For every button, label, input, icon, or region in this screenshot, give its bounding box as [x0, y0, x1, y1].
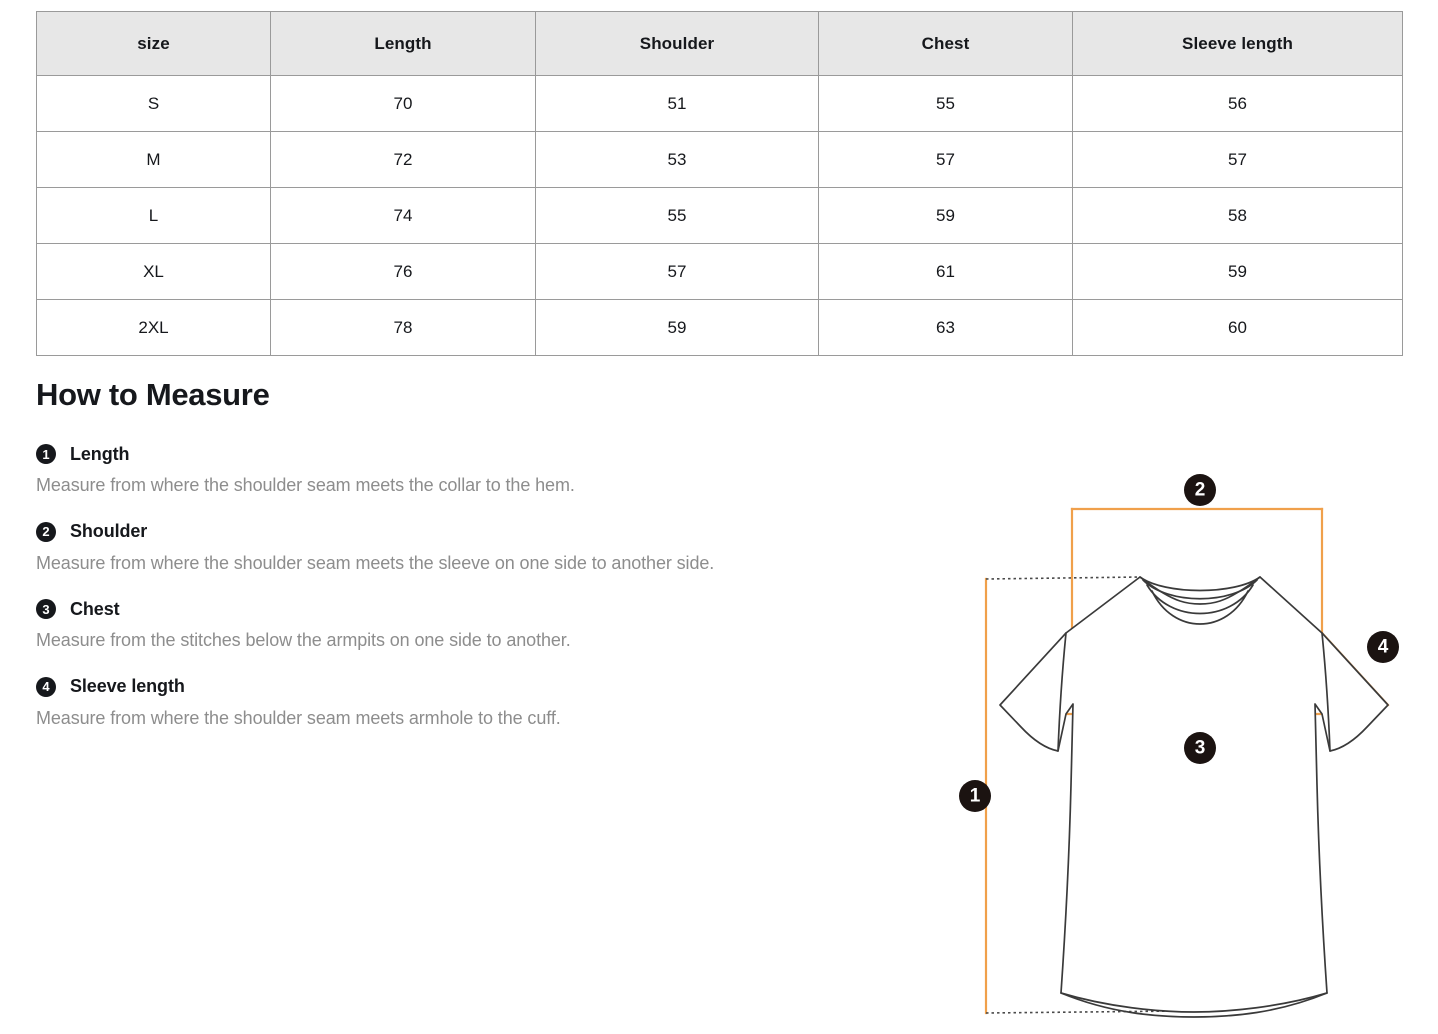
- tshirt-diagram-svg: [940, 455, 1420, 1030]
- cell-chest: 59: [819, 188, 1073, 244]
- measure-item-header: [36, 441, 916, 467]
- cell-length: 78: [271, 300, 536, 356]
- how-to-measure-list: [36, 441, 916, 751]
- size-chart-table: [36, 11, 1403, 356]
- column-header-shoulder: Shoulder: [536, 12, 819, 76]
- cell-sleeve: 60: [1073, 300, 1403, 356]
- cell-chest: 57: [819, 132, 1073, 188]
- how-to-measure-heading: How to Measure: [36, 377, 270, 412]
- cell-size: XL: [37, 244, 271, 300]
- measure-item-shoulder: [36, 519, 916, 575]
- measure-item-label: Length: [70, 443, 130, 464]
- measure-item-length: [36, 441, 916, 497]
- table-header: [37, 12, 1403, 76]
- cell-length: 74: [271, 188, 536, 244]
- diagram-marker-3: [1184, 732, 1216, 764]
- column-header-sleeve-length: Sleeve length: [1073, 12, 1403, 76]
- measure-item-sleeve-length: [36, 674, 916, 730]
- cell-size: L: [37, 188, 271, 244]
- tshirt-measurement-diagram: [940, 455, 1420, 1030]
- cell-sleeve: 59: [1073, 244, 1403, 300]
- diagram-marker-1: [959, 780, 991, 812]
- measure-item-description: Measure from where the shoulder seam meets armhole to the cuff.: [36, 707, 561, 728]
- table-header-row: [37, 12, 1403, 76]
- number-badge-2-icon: 2: [36, 522, 56, 542]
- table-row: [37, 188, 1403, 244]
- marker-3-label: 3: [1194, 737, 1206, 759]
- measure-item-description: Measure from where the shoulder seam meets the collar to the hem.: [36, 475, 575, 495]
- cell-chest: 55: [819, 76, 1073, 132]
- cell-sleeve: 57: [1073, 132, 1403, 188]
- cell-chest: 61: [819, 244, 1073, 300]
- tshirt-body-path: [1000, 577, 1388, 1012]
- column-header-length: Length: [271, 12, 536, 76]
- tshirt-outline: [1000, 577, 1388, 1017]
- number-badge-4-icon: 4: [36, 677, 56, 697]
- cell-sleeve: 58: [1073, 188, 1403, 244]
- measure-item-chest: [36, 596, 916, 652]
- measure-item-description: Measure from the stitches below the armpits on one side to another.: [36, 630, 571, 651]
- cell-shoulder: 53: [536, 132, 819, 188]
- number-badge-1-icon: 1: [36, 444, 56, 464]
- size-chart-table-container: [36, 11, 1402, 356]
- marker-2-label: 2: [1194, 479, 1206, 501]
- measure-item-description: Measure from where the shoulder seam meets the sleeve on one side to another side.: [36, 552, 715, 573]
- marker-1-label: 1: [969, 785, 981, 807]
- table-body: [37, 76, 1403, 356]
- column-header-chest: Chest: [819, 12, 1073, 76]
- cell-length: 72: [271, 132, 536, 188]
- length-extension-top: [986, 577, 1140, 579]
- cell-length: 76: [271, 244, 536, 300]
- measure-item-header: [36, 596, 916, 622]
- table-row: [37, 244, 1403, 300]
- cell-size: 2XL: [37, 300, 271, 356]
- cell-shoulder: 51: [536, 76, 819, 132]
- measure-item-label: Shoulder: [70, 521, 148, 542]
- cell-size: M: [37, 132, 271, 188]
- cell-sleeve: 56: [1073, 76, 1403, 132]
- cell-length: 70: [271, 76, 536, 132]
- cell-size: S: [37, 76, 271, 132]
- cell-chest: 63: [819, 300, 1073, 356]
- length-extension-bottom: [986, 1011, 1180, 1013]
- column-header-size: size: [37, 12, 271, 76]
- marker-4-label: 4: [1377, 636, 1389, 658]
- table-row: [37, 76, 1403, 132]
- cell-shoulder: 55: [536, 188, 819, 244]
- number-badge-3-icon: 3: [36, 599, 56, 619]
- table-row: [37, 300, 1403, 356]
- tshirt-collar-arc-1: [1140, 577, 1260, 591]
- cell-shoulder: 59: [536, 300, 819, 356]
- measure-item-header: [36, 674, 916, 700]
- measure-item-label: Chest: [70, 598, 120, 619]
- cell-shoulder: 57: [536, 244, 819, 300]
- table-row: [37, 132, 1403, 188]
- measure-item-header: [36, 519, 916, 545]
- diagram-marker-2: [1184, 474, 1216, 506]
- diagram-marker-4: [1367, 631, 1399, 663]
- measure-item-label: Sleeve length: [70, 676, 185, 697]
